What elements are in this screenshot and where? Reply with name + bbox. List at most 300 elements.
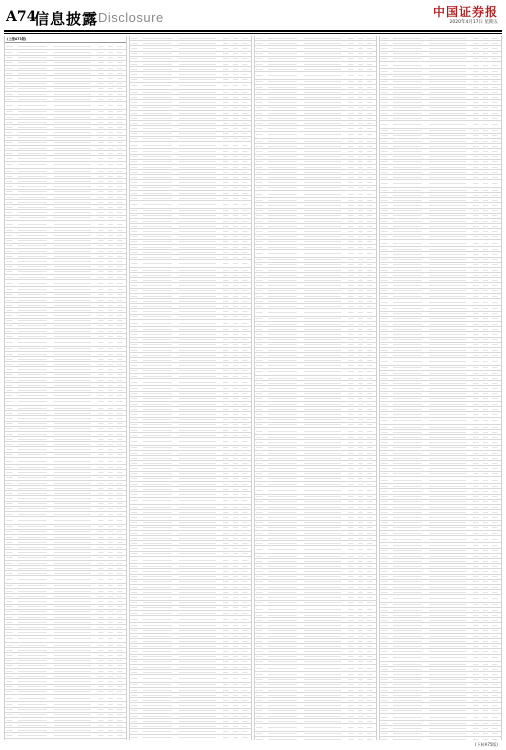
table-cell	[178, 536, 222, 540]
table-cell	[142, 655, 178, 659]
table-cell	[303, 381, 347, 385]
table-cell	[366, 678, 376, 682]
table-cell	[347, 724, 357, 730]
table-cell	[53, 718, 97, 722]
table-cell	[491, 489, 501, 493]
table-cell	[178, 688, 222, 692]
table-cell	[303, 209, 347, 213]
table-cell	[97, 695, 107, 701]
table-cell	[380, 165, 392, 169]
table-cell	[392, 332, 428, 336]
table-cell	[491, 618, 501, 622]
table-cell	[303, 618, 347, 622]
table-cell	[303, 526, 347, 530]
table-cell	[482, 322, 492, 326]
table-cell	[142, 315, 178, 319]
table-cell	[366, 348, 376, 352]
table-cell	[303, 590, 347, 594]
table-cell	[347, 191, 357, 197]
table-cell	[491, 247, 501, 251]
table-cell	[303, 613, 347, 617]
table-cell	[491, 198, 501, 202]
table-cell	[142, 78, 178, 82]
table-cell	[380, 737, 392, 740]
table-cell	[142, 353, 178, 357]
table-cell	[472, 590, 482, 594]
table-cell	[472, 235, 482, 239]
table-cell	[366, 235, 376, 239]
table-cell	[222, 67, 232, 71]
table-cell	[5, 610, 17, 614]
table-cell	[482, 144, 492, 148]
table-cell	[255, 165, 267, 169]
table-cell	[255, 585, 267, 589]
table-cell	[472, 371, 482, 375]
table-cell	[392, 590, 428, 594]
table-cell	[130, 590, 142, 594]
table-cell	[267, 569, 303, 573]
table-cell	[392, 623, 428, 627]
table-cell	[380, 536, 392, 542]
table-cell	[428, 644, 472, 648]
table-cell	[482, 472, 492, 476]
table-cell	[428, 203, 472, 207]
table-cell	[232, 477, 242, 481]
table-cell	[482, 440, 492, 444]
table-cell	[178, 546, 222, 550]
table-cell	[472, 258, 482, 262]
table-cell	[267, 121, 303, 125]
table-cell	[232, 111, 242, 115]
table-cell	[178, 482, 222, 486]
table-cell	[232, 644, 242, 648]
table-cell	[232, 260, 242, 266]
table-cell	[222, 332, 232, 336]
table-cell	[380, 688, 392, 692]
table-cell	[255, 160, 267, 164]
table-cell	[482, 353, 492, 357]
table-cell	[472, 386, 482, 390]
table-cell	[178, 557, 222, 563]
table-cell	[255, 358, 267, 362]
table-cell	[53, 43, 97, 49]
table-cell	[222, 703, 232, 707]
table-cell	[53, 367, 97, 371]
table-cell	[232, 724, 242, 728]
table-cell	[142, 320, 178, 326]
table-cell	[178, 304, 222, 308]
table-cell	[107, 87, 117, 91]
table-cell	[116, 643, 126, 647]
table-cell	[130, 209, 142, 213]
table-cell	[366, 289, 376, 293]
table-cell	[255, 477, 267, 481]
table-cell	[303, 121, 347, 125]
table-cell	[116, 437, 126, 441]
table-cell	[347, 521, 357, 525]
table-cell	[222, 149, 232, 153]
table-cell	[347, 500, 357, 504]
table-cell	[366, 536, 376, 540]
table-cell	[303, 639, 347, 643]
table-cell	[178, 606, 222, 610]
table-cell	[241, 209, 251, 213]
table-cell	[97, 280, 107, 286]
table-cell	[53, 576, 97, 582]
table-cell	[267, 446, 303, 450]
table-cell	[5, 259, 17, 263]
table-cell	[130, 57, 142, 61]
table-cell	[380, 392, 392, 396]
table-cell	[116, 275, 126, 279]
table-cell	[53, 205, 97, 209]
table-cell	[97, 393, 107, 397]
table-cell	[107, 66, 117, 70]
table-cell	[482, 180, 492, 186]
table-cell	[5, 486, 17, 490]
table-cell	[142, 575, 178, 579]
table-cell	[347, 423, 357, 427]
table-cell	[178, 149, 222, 153]
table-cell	[482, 590, 492, 594]
table-cell	[142, 446, 178, 450]
table-cell	[130, 309, 142, 313]
table-cell	[241, 552, 251, 556]
table-cell	[303, 343, 347, 347]
table-cell	[482, 139, 492, 143]
table-cell	[107, 525, 117, 529]
table-cell	[178, 137, 222, 141]
table-cell	[17, 259, 53, 263]
table-cell	[380, 500, 392, 504]
table-cell	[267, 693, 303, 697]
table-cell	[472, 36, 482, 40]
table-row	[255, 428, 376, 435]
table-cell	[116, 383, 126, 387]
table-cell	[241, 106, 251, 110]
table-cell	[380, 247, 392, 251]
table-cell	[232, 132, 242, 136]
table-cell	[267, 170, 303, 174]
table-cell	[267, 732, 303, 736]
table-cell	[17, 437, 53, 441]
table-cell	[255, 714, 267, 718]
table-cell	[222, 320, 232, 326]
table-cell	[392, 95, 428, 99]
table-cell	[5, 125, 17, 129]
table-cell	[255, 665, 267, 671]
table-cell	[5, 136, 17, 140]
table-cell	[366, 116, 376, 120]
table-cell	[241, 304, 251, 308]
table-cell	[53, 453, 97, 457]
table-cell	[392, 543, 428, 547]
table-cell	[380, 634, 392, 638]
table-cell	[255, 575, 267, 579]
table-cell	[491, 580, 501, 584]
table-cell	[347, 418, 357, 422]
table-row	[130, 557, 251, 564]
table-cell	[366, 219, 376, 223]
table-cell	[241, 456, 251, 460]
table-cell	[491, 348, 501, 352]
table-cell	[428, 714, 472, 720]
table-cell	[107, 221, 117, 227]
table-cell	[357, 678, 367, 682]
table-cell	[241, 170, 251, 174]
table-cell	[116, 120, 126, 124]
table-cell	[142, 536, 178, 540]
table-cell	[482, 294, 492, 298]
table-cell	[472, 564, 482, 568]
table-cell	[5, 496, 17, 500]
table-cell	[5, 605, 17, 609]
table-cell	[392, 263, 428, 267]
table-cell	[17, 659, 53, 663]
table-cell	[347, 466, 357, 470]
table-cell	[482, 106, 492, 110]
table-cell	[482, 149, 492, 153]
table-cell	[491, 536, 501, 542]
table-cell	[472, 683, 482, 687]
table-cell	[130, 564, 142, 568]
table-cell	[472, 603, 482, 607]
table-cell	[392, 521, 428, 525]
table-cell	[303, 595, 347, 599]
table-cell	[17, 66, 53, 70]
table-cell	[130, 665, 142, 669]
table-cell	[116, 130, 126, 134]
table-cell	[482, 214, 492, 218]
table-cell	[5, 324, 17, 328]
table-cell	[116, 228, 126, 232]
table-cell	[255, 559, 267, 563]
table-cell	[107, 162, 117, 168]
table-cell	[241, 327, 251, 331]
table-cell	[303, 263, 347, 267]
table-cell	[97, 347, 107, 351]
table-cell	[232, 402, 242, 406]
table-cell	[107, 584, 117, 588]
table-cell	[380, 667, 392, 671]
table-cell	[222, 397, 232, 401]
table-row	[380, 477, 501, 484]
table-cell	[116, 708, 126, 712]
table-cell	[267, 709, 303, 713]
table-row	[255, 606, 376, 613]
table-cell	[255, 80, 267, 84]
table-cell	[5, 265, 17, 269]
table-cell	[255, 521, 267, 525]
table-cell	[97, 584, 107, 588]
table-cell	[222, 165, 232, 169]
table-cell	[428, 484, 472, 488]
table-cell	[178, 461, 222, 465]
table-cell	[53, 115, 97, 119]
table-cell	[241, 229, 251, 233]
table-cell	[178, 665, 222, 669]
table-cell	[366, 175, 376, 179]
table-cell	[472, 435, 482, 439]
table-cell	[116, 723, 126, 727]
table-cell	[380, 175, 392, 179]
table-cell	[178, 155, 222, 159]
table-cell	[380, 521, 392, 525]
table-cell	[366, 672, 376, 676]
table-cell	[380, 366, 392, 370]
table-cell	[482, 121, 492, 127]
table-cell	[241, 634, 251, 638]
table-cell	[5, 195, 17, 199]
table-cell	[142, 709, 178, 713]
table-cell	[17, 620, 53, 624]
table-cell	[116, 352, 126, 356]
table-cell	[392, 306, 428, 310]
table-cell	[428, 477, 472, 483]
table-cell	[142, 510, 178, 514]
table-cell	[267, 273, 303, 277]
table-cell	[107, 708, 117, 712]
table-cell	[392, 317, 428, 321]
table-cell	[491, 203, 501, 207]
table-cell	[232, 353, 242, 357]
table-cell	[357, 268, 367, 272]
table-cell	[366, 198, 376, 202]
table-cell	[232, 52, 242, 56]
table-cell	[97, 339, 107, 345]
table-cell	[267, 719, 303, 723]
table-cell	[347, 660, 357, 664]
table-cell	[5, 525, 17, 529]
table-cell	[241, 379, 251, 385]
table-cell	[232, 670, 242, 674]
table-cell	[472, 440, 482, 444]
table-cell	[5, 308, 17, 312]
table-cell	[472, 263, 482, 267]
table-cell	[241, 466, 251, 470]
table-cell	[17, 476, 53, 480]
table-cell	[178, 433, 222, 437]
table-cell	[107, 399, 117, 405]
table-cell	[130, 402, 142, 406]
table-cell	[491, 338, 501, 342]
table-cell	[472, 484, 482, 488]
table-cell	[347, 606, 357, 612]
table-cell	[392, 510, 428, 514]
table-cell	[428, 327, 472, 331]
table-cell	[357, 381, 367, 385]
table-cell	[222, 655, 232, 659]
table-cell	[53, 239, 97, 243]
table-cell	[142, 595, 178, 599]
table-cell	[267, 505, 303, 509]
table-cell	[347, 495, 357, 499]
table-row	[5, 636, 126, 643]
table-cell	[472, 381, 482, 385]
table-cell	[482, 224, 492, 228]
table-cell	[428, 732, 472, 736]
table-cell	[491, 306, 501, 310]
table-cell	[392, 41, 428, 45]
table-cell	[347, 693, 357, 697]
table-cell	[107, 249, 117, 253]
table-cell	[428, 662, 472, 666]
table-cell	[392, 85, 428, 89]
table-cell	[357, 57, 367, 61]
table-cell	[380, 252, 392, 256]
table-cell	[482, 95, 492, 99]
table-cell	[491, 41, 501, 45]
table-cell	[17, 525, 53, 529]
table-cell	[392, 358, 428, 364]
table-cell	[107, 357, 117, 361]
table-cell	[107, 599, 117, 603]
table-cell	[380, 407, 392, 411]
table-cell	[491, 229, 501, 233]
table-cell	[491, 160, 501, 164]
table-cell	[347, 268, 357, 272]
table-cell	[178, 327, 222, 331]
table-cell	[491, 209, 501, 213]
table-cell	[347, 358, 357, 362]
table-cell	[130, 655, 142, 659]
table-cell	[482, 554, 492, 558]
table-cell	[222, 670, 232, 674]
table-cell	[267, 737, 303, 740]
table-cell	[107, 416, 117, 420]
table-cell	[53, 561, 97, 565]
table-cell	[107, 141, 117, 145]
table-cell	[380, 461, 392, 465]
table-cell	[472, 343, 482, 347]
table-cell	[392, 52, 428, 56]
table-cell	[222, 289, 232, 293]
table-cell	[5, 615, 17, 619]
table-cell	[178, 428, 222, 432]
table-cell	[428, 366, 472, 370]
table-cell	[255, 466, 267, 470]
table-cell	[17, 141, 53, 145]
table-cell	[232, 121, 242, 125]
table-cell	[491, 139, 501, 143]
table-cell	[97, 630, 107, 634]
table-cell	[366, 263, 376, 267]
table-cell	[472, 312, 482, 316]
table-cell	[491, 435, 501, 439]
table-cell	[392, 500, 428, 504]
table-cell	[303, 144, 347, 148]
table-cell	[357, 214, 367, 218]
table-cell	[366, 338, 376, 342]
table-cell	[222, 315, 232, 319]
table-cell	[97, 249, 107, 253]
table-cell	[428, 461, 472, 465]
table-cell	[241, 546, 251, 550]
table-cell	[491, 111, 501, 115]
table-cell	[482, 348, 492, 352]
table-cell	[130, 644, 142, 648]
table-cell	[5, 249, 17, 253]
table-cell	[130, 369, 142, 373]
table-cell	[116, 517, 126, 523]
table-cell	[222, 466, 232, 470]
table-cell	[267, 688, 303, 692]
table-cell	[241, 644, 251, 648]
table-cell	[130, 363, 142, 367]
table-cell	[357, 149, 367, 153]
table-cell	[472, 46, 482, 50]
table-cell	[17, 179, 53, 183]
